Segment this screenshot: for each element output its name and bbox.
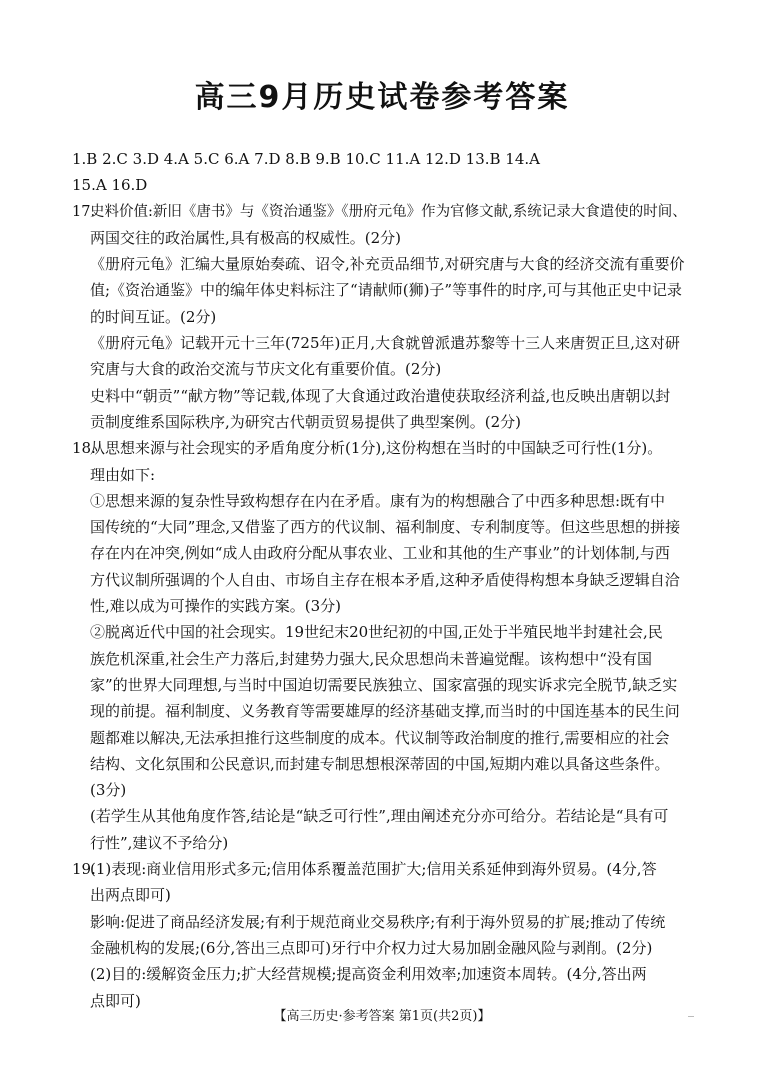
- mc-answer-line: 1.B 2.C 3.D 4.A 5.C 6.A 7.D 8.B 9.B 10.C 11.A 12.D 13.B 14.A: [72, 150, 540, 168]
- answer-line: 结构、文化氛围和公民意识,而封建专制思想根深蒂固的中国,短期内难以具备这些条件。: [90, 754, 670, 773]
- answer-line: 贡制度维系国际秩序,为研究古代朝贡贸易提供了典型案例。(2分): [90, 412, 522, 431]
- answer-line: (1)表现:商业信用形式多元;信用体系覆盖范围扩大;信用关系延伸到海外贸易。(4分,答: [90, 860, 657, 879]
- answer-line: 值;《资治通鉴》中的编年体史料标注了“请献师(狮)子”等事件的时序,可与其他正史中记录: [90, 281, 682, 300]
- page-title: 高三9月历史试卷参考答案: [194, 80, 570, 115]
- question-19-answer: [72, 856, 696, 1014]
- answer-line: 国传统的“大同”理念,又借鉴了西方的代议制、福利制度、专利制度等。但这些思想的拼接: [90, 518, 681, 537]
- answer-line: 金融机构的发展;(6分,答出三点即可)牙行中介权力过大易加剧金融风险与剥削。(2分): [90, 938, 653, 957]
- answer-line: (2)目的:缓解资金压力;扩大经营规模;提高资金利用效率;加速资本周转。(4分,答出两: [90, 965, 647, 984]
- answer-line: 《册府元龟》记载开元十三年(725年)正月,大食就曾派遣苏黎等十三人来唐贺正旦,这对研: [90, 334, 680, 353]
- answer-line: ②脱离近代中国的社会现实。19世纪末20世纪初的中国,正处于半殖民地半封建社会,民: [90, 623, 663, 642]
- question-18-answer: [72, 435, 696, 856]
- question-number: 19.: [72, 860, 96, 879]
- answer-line: 现的前提。福利制度、义务教育等需要雄厚的经济基础支撑,而当时的中国连基本的民生问: [90, 702, 680, 721]
- answer-line: 史料价值:新旧《唐书》与《资治通鉴》《册府元龟》作为官修文献,系统记录大食遣使的时间、: [90, 203, 687, 220]
- question-number: 17.: [72, 203, 96, 220]
- scan-mark: [688, 1016, 694, 1017]
- answer-line: 方代议制所强调的个人自由、市场自主存在根本矛盾,这种矛盾使得构想本身缺乏逻辑自洽: [90, 570, 680, 589]
- answer-line: 性,难以成为可操作的实践方案。(3分): [90, 597, 342, 616]
- answer-line: 的时间互证。(2分): [90, 307, 217, 326]
- answer-line: 出两点即可): [90, 886, 171, 905]
- answer-line: 影响:促进了商品经济发展;有利于规范商业交易秩序;有利于海外贸易的扩展;推动了传统: [90, 912, 666, 931]
- answer-line: 究唐与大食的政治交流与节庆文化有重要价值。(2分): [90, 360, 442, 379]
- answer-line: ①思想来源的复杂性导致构想存在内在矛盾。康有为的构想融合了中西多种思想:既有中: [90, 491, 666, 510]
- multiple-choice-answers: [72, 146, 696, 199]
- answer-line: 《册府元龟》汇编大量原始奏疏、诏令,补充贡品细节,对研究唐与大食的经济交流有重要价: [90, 255, 685, 274]
- answer-content: [72, 146, 696, 1014]
- question-17-answer: [72, 199, 696, 436]
- question-number: 18.: [72, 439, 96, 458]
- answer-line: (若学生从其他角度作答,结论是“缺乏可行性”,理由阐述充分亦可给分。若结论是“具有可: [90, 807, 669, 826]
- answer-line: 族危机深重,社会生产力落后,封建势力强大,民众思想尚未普遍觉醒。该构想中“没有国: [90, 649, 652, 668]
- answer-line: 两国交往的政治属性,具有极高的权威性。(2分): [90, 228, 402, 247]
- answer-line: 家”的世界大同理想,与当时中国迫切需要民族独立、国家富强的现实诉求完全脱节,缺乏实: [90, 675, 678, 694]
- answer-line: 行性”,建议不予给分): [90, 833, 229, 852]
- answer-line: 点即可): [90, 991, 141, 1010]
- answer-line: (3分): [90, 781, 127, 800]
- answer-line: 题都难以解决,无法承担推行这些制度的成本。代议制等政治制度的推行,需要相应的社会: [90, 728, 670, 747]
- mc-answer-line: 15.A 16.D: [72, 176, 148, 195]
- answer-line: 理由如下:: [90, 465, 156, 484]
- page-footer: 【高三历史·参考答案 第1页(共2页)】: [273, 1009, 491, 1024]
- answer-line: 史料中“朝贡”“献方物”等记载,体现了大食通过政治遣使获取经济利益,也反映出唐朝以封: [90, 386, 671, 405]
- answer-line: 从思想来源与社会现实的矛盾角度分析(1分),这份构想在当时的中国缺乏可行性(1分)。: [90, 439, 663, 458]
- answer-line: 存在内在冲突,例如“成人由政府分配从事农业、工业和其他的生产事业”的计划体制,与西: [90, 544, 670, 563]
